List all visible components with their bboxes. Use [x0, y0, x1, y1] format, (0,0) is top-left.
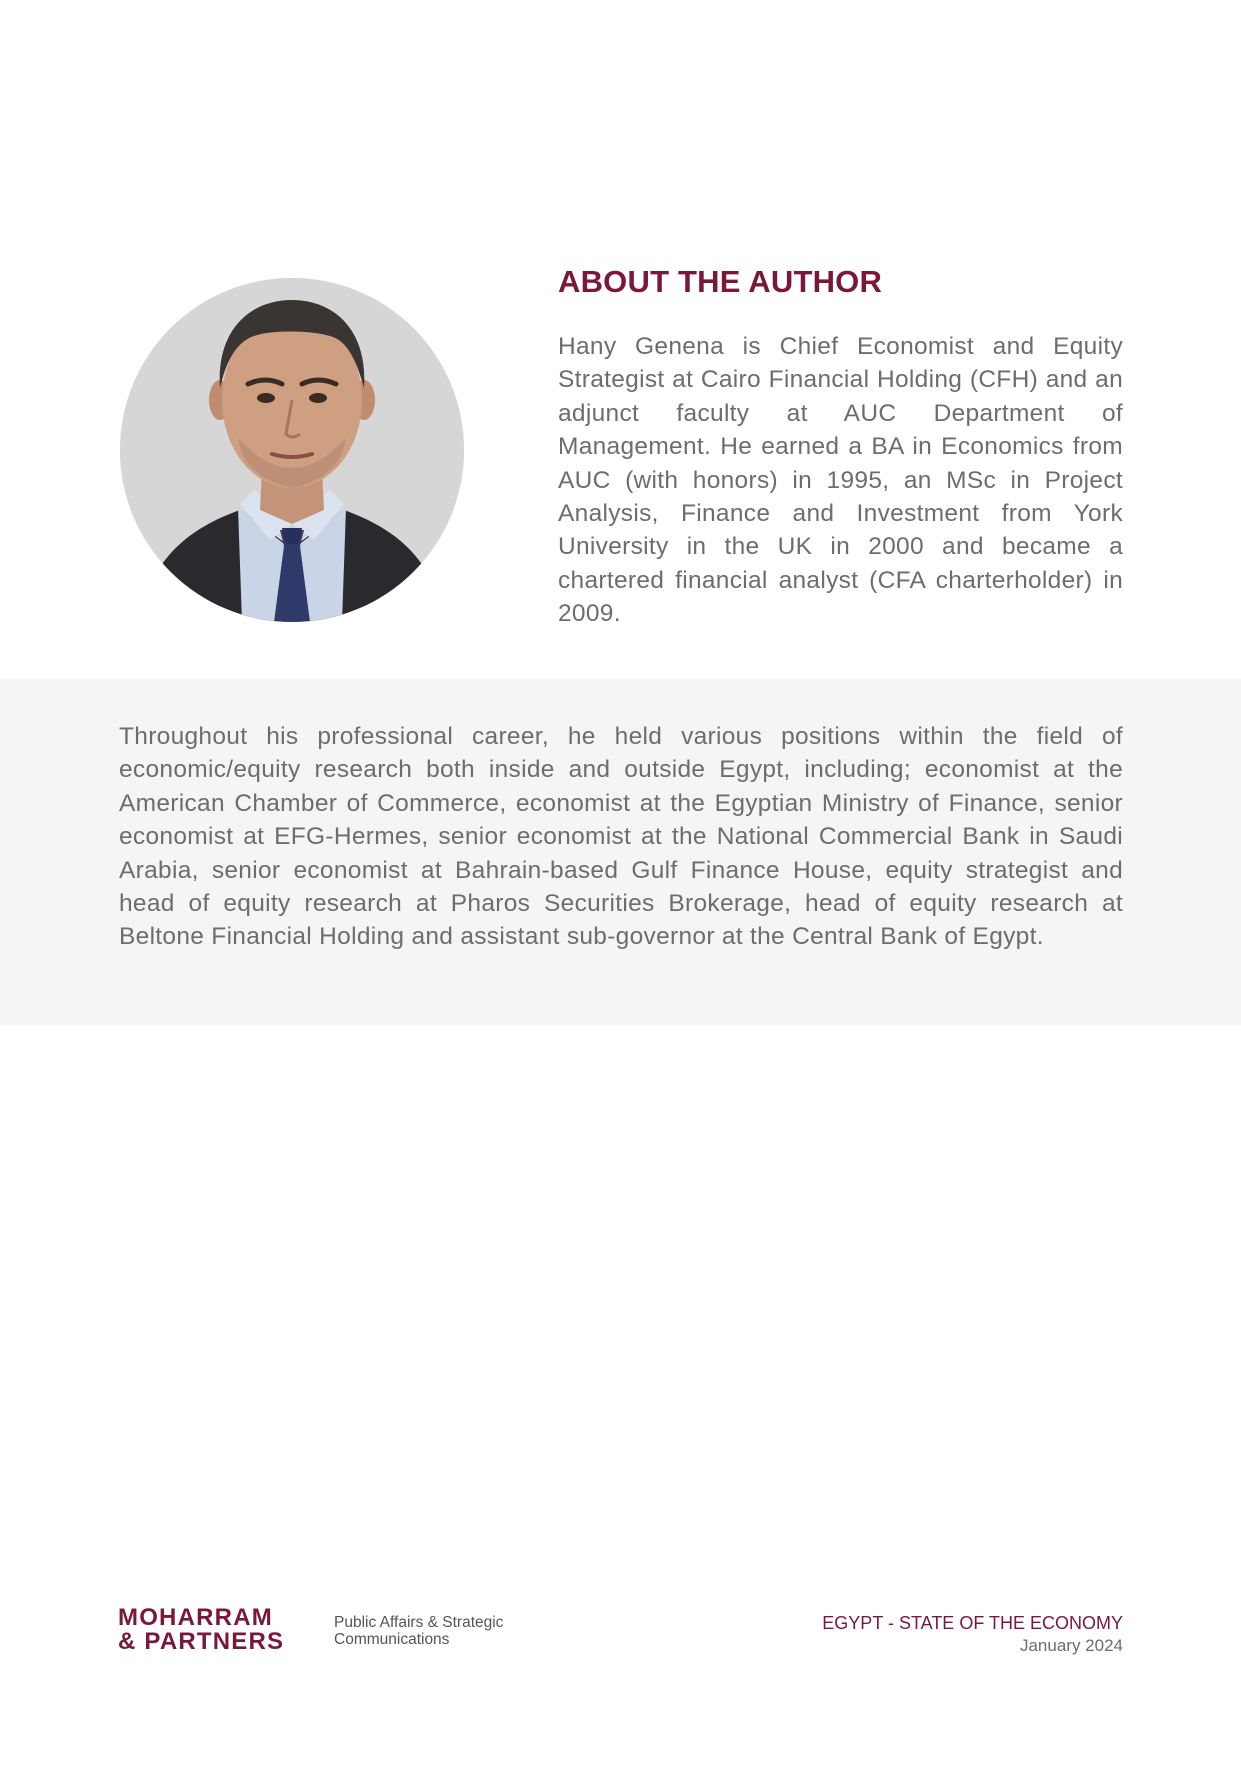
logo-line-2: & PARTNERS [118, 1628, 285, 1655]
report-info [822, 1612, 1123, 1658]
logo-line-1: MOHARRAM [118, 1604, 273, 1631]
about-heading: ABOUT THE AUTHOR [558, 264, 883, 299]
career-paragraph: Throughout his professional career, he held various positions within the field of economic/equity research both inside and outside Egypt, including; economist at the American Chamber of Commerce, economist at the Egyptian Ministry of Finance, senior economist at EFG-Hermes, senior economist at the National Commercial Bank in Saudi Arabia, senior economist at Bahrain-based Gulf Finance House, equity strategist and head of equity research at Pharos Securities Brokerage, head of equity research at Beltone Financial Holding and assistant sub-governor at the Central Bank of Egypt. [119, 723, 1123, 951]
author-photo [120, 278, 464, 622]
company-tagline [334, 1614, 503, 1648]
report-date: January 2024 [1019, 1636, 1123, 1655]
tagline-line-2: Communications [334, 1631, 450, 1648]
report-title: EGYPT - STATE OF THE ECONOMY [822, 1613, 1123, 1633]
tagline-line-1: Public Affairs & Strategic [334, 1614, 504, 1631]
author-bio: Hany Genena is Chief Economist and Equity Strategist at Cairo Financial Holding (CFH) and an adjunct faculty at AUC Department of Management. He earned a BA in Economics from AUC (with honors) in 1995, an MSc in Project Analysis, Finance and Investment from York University in the UK in 2000 and became a chartered financial analyst (CFA charterholder) in 2009. [558, 333, 1123, 628]
company-logo [118, 1606, 330, 1654]
author-portrait-illustration [120, 278, 464, 622]
